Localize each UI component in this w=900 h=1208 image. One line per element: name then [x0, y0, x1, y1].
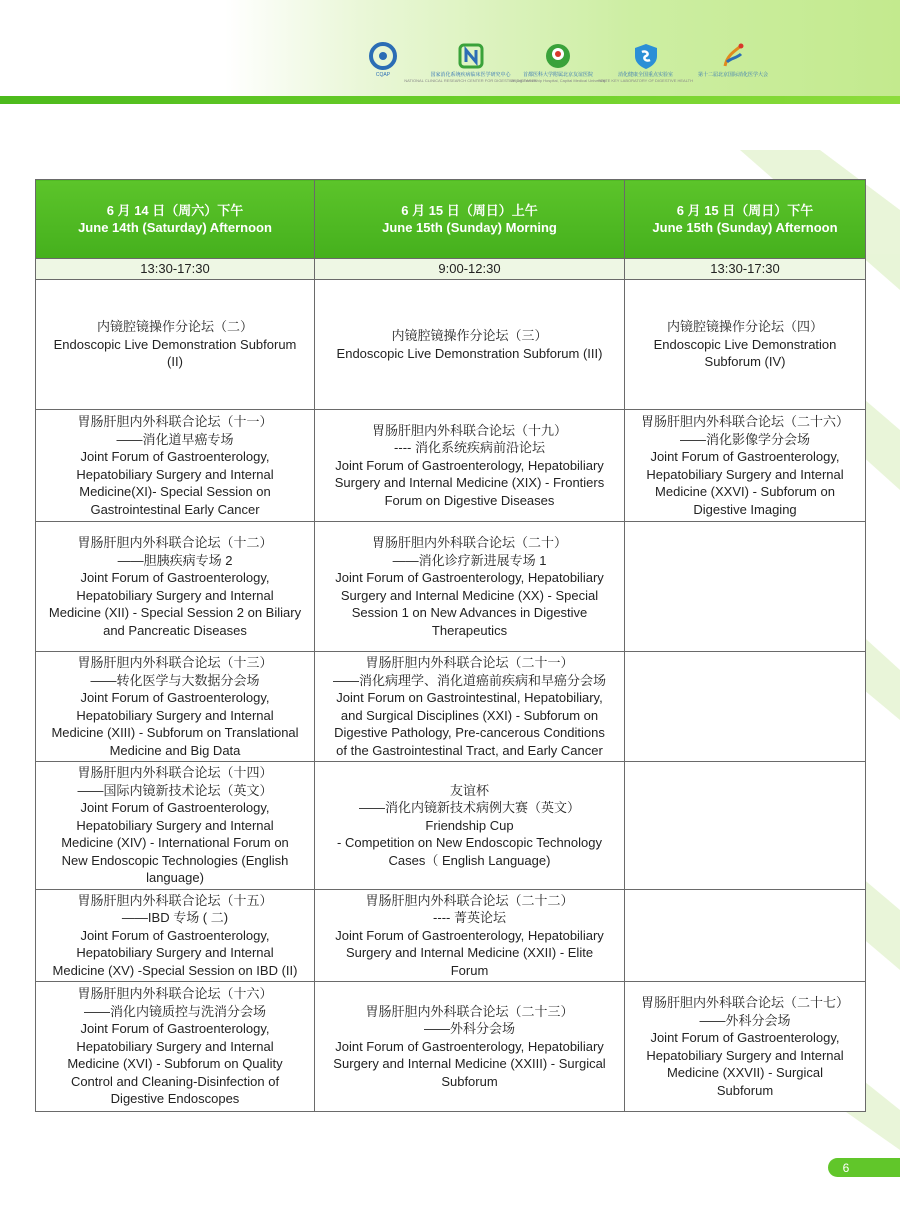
session-text-line: Control and Cleaning-Disinfection of [70, 1073, 280, 1089]
session-text-line: Surgery and Internal Medicine (XXIII) - Surgical [333, 1056, 606, 1072]
session-text-line: ——国际内镜新技术论坛（英文） [77, 782, 273, 798]
session-text-line: Hepatobiliary Surgery and Internal [76, 817, 274, 833]
session-text-line: ——转化医学与大数据分会场 [90, 672, 260, 688]
cqap-icon [369, 42, 397, 70]
session-cell [625, 280, 866, 410]
session-text-line: 胃肠肝胆内外科联合论坛（十三） [77, 655, 273, 670]
session-text-line: Gastrointestinal Early Cancer [90, 501, 260, 517]
page-number: 6 [842, 1161, 850, 1175]
session-text-line: ---- 菁英论坛 [433, 910, 506, 926]
logo-strip [348, 42, 768, 86]
session-cell [315, 522, 625, 652]
congress-emblem-icon [719, 42, 747, 70]
session-text-line: of the Gastrointestinal Tract, and Early Cancer [336, 742, 603, 758]
session-cell [315, 762, 625, 890]
session-text-line: Joint Forum of Gastroenterology, [80, 927, 270, 943]
session-text-line: Hepatobiliary Surgery and Internal [76, 945, 274, 961]
session-text-line: 胃肠肝胆内外科联合论坛（十四） [77, 765, 273, 781]
session-text-line: 胃肠肝胆内外科联合论坛（十五） [77, 892, 273, 908]
session-text-line: Joint Forum of Gastroenterology, Hepatobiliary [335, 457, 604, 473]
session-cell [625, 982, 866, 1112]
session-text-line: Endoscopic Live Demonstration [653, 336, 837, 352]
session-row [36, 522, 866, 652]
session-text-line: 胃肠肝胆内外科联合论坛（十九） [371, 422, 567, 438]
session-text-line: Medicine(XI)- Special Session on [79, 484, 271, 499]
schedule-table [35, 179, 866, 1112]
session-text-line: Hepatobiliary Surgery and Internal [76, 707, 274, 723]
session-text-line: ——消化道早癌专场 [116, 431, 234, 447]
session-text-line: Medicine (XVI) - Subforum on Quality [67, 1056, 283, 1072]
session-text-line: Therapeutics [431, 622, 508, 638]
session-row [36, 410, 866, 522]
session-text-line: Joint Forum of Gastroenterology, [80, 690, 270, 705]
session-text-line: Joint Forum of Gastroenterology, [80, 449, 270, 464]
session-text-line: Medicine (XIV) - International Forum on [61, 835, 289, 851]
session-text-line: Cases（ English Language) [388, 852, 551, 868]
session-text-line: ——胆胰疾病专场 2 [117, 552, 233, 568]
time-cell: 13:30-17:30 [36, 259, 315, 280]
session-text-line: Subforum (IV) [704, 354, 786, 370]
session-row [36, 280, 866, 410]
cqap-logo: CQAP [348, 42, 418, 78]
session-text-line: Hepatobiliary Surgery and Internal [646, 466, 844, 482]
session-text-line: 胃肠肝胆内外科联合论坛（二十六） [640, 414, 849, 429]
session-text-line: New Endoscopic Technologies (English [61, 852, 289, 868]
session-cell [315, 410, 625, 522]
hospital-emblem-icon [544, 42, 572, 70]
session-row [36, 762, 866, 890]
session-text-line: ——消化诊疗新进展专场 1 [392, 552, 547, 568]
session-text-line: Joint Forum of Gastroenterology, [650, 1030, 840, 1045]
session-text-line: Forum on Digestive Diseases [384, 492, 555, 508]
session-text-line: Session 1 on New Advances in Digestive [351, 605, 588, 620]
session-cell [36, 410, 315, 522]
session-text-line: ——外科分会场 [423, 1021, 515, 1037]
session-text-line: Medicine (XV) -Special Session on IBD (II) [52, 962, 298, 978]
session-text-line: 胃肠肝胆内外科联合论坛（二十一） [365, 655, 574, 670]
session-text-line: Joint Forum on Gastrointestinal, Hepatobiliary, [336, 690, 603, 705]
session-text-line: Medicine (XXVI) - Subforum on [655, 484, 835, 499]
session-text-line: Joint Forum of Gastroenterology, [80, 570, 270, 585]
column-header: 6 月 15 日（周日）上午 June 15th (Sunday) Morning [315, 180, 625, 259]
session-cell [625, 522, 866, 652]
session-cell [625, 410, 866, 522]
time-cell: 13:30-17:30 [625, 259, 866, 280]
session-cell [625, 890, 866, 982]
session-text-line: Joint Forum of Gastroenterology, [80, 800, 270, 816]
session-text-line: Digestive Endoscopes [110, 1091, 240, 1107]
time-cell: 9:00-12:30 [315, 259, 625, 280]
digestive-center-logo: 国家消化系统疾病临床医学研究中心 NATIONAL CLINICAL RESEARCH CENTER FOR DIGESTIVE DISEASES [436, 42, 506, 83]
header-row [36, 180, 866, 259]
session-text-line: Surgery and Internal Medicine (XX) - Special [340, 587, 599, 603]
session-text-line: ——消化内镜新技术病例大赛（英文） [358, 800, 580, 816]
session-text-line: Joint Forum of Gastroenterology, Hepatobiliary [335, 927, 604, 943]
session-cell [36, 762, 315, 890]
congress-logo: 第十二届北京国际消化医学大会 [698, 42, 768, 78]
session-text-line: Medicine (XII) - Special Session 2 on Biliary [48, 605, 302, 620]
session-text-line: Subforum [716, 1082, 774, 1098]
session-text-line: 内镜腔镜操作分论坛（二） [96, 319, 253, 335]
session-cell [315, 982, 625, 1112]
session-text-line: Endoscopic Live Demonstration Subforum (III) [336, 345, 603, 361]
session-text-line: Digestive Pathology, Pre-cancerous Conditions [334, 725, 605, 740]
session-cell [36, 652, 315, 762]
session-text-line: 胃肠肝胆内外科联合论坛（二十） [371, 535, 567, 550]
session-text-line: Forum [450, 962, 489, 978]
session-text-line: - Competition on New Endoscopic Technology [337, 835, 602, 851]
session-text-line: ——消化影像学分会场 [679, 431, 810, 447]
session-cell [315, 890, 625, 982]
shield-icon [632, 42, 660, 70]
session-text-line: 胃肠肝胆内外科联合论坛（十一） [77, 414, 273, 429]
column-header: 6 月 15 日（周日）下午 June 15th (Sunday) Afternoon [625, 180, 866, 259]
session-text-line: and Pancreatic Diseases [103, 622, 247, 638]
session-cell [36, 982, 315, 1112]
session-text-line: Medicine and Big Data [109, 742, 241, 758]
session-cell [36, 890, 315, 982]
session-text-line: 胃肠肝胆内外科联合论坛（二十二） [365, 892, 574, 908]
session-text-line: ——外科分会场 [699, 1012, 791, 1028]
session-text-line: Digestive Imaging [693, 501, 797, 517]
session-row [36, 890, 866, 982]
n-mark-icon [457, 42, 485, 70]
session-text-line: Friendship Cup [425, 817, 514, 833]
session-text-line: 胃肠肝胆内外科联合论坛（十二） [77, 535, 273, 550]
session-cell [36, 522, 315, 652]
session-text-line: Hepatobiliary Surgery and Internal [76, 1038, 274, 1054]
session-text-line: 胃肠肝胆内外科联合论坛（二十三） [365, 1003, 574, 1019]
session-text-line: (II) [167, 354, 183, 370]
session-text-line: 胃肠肝胆内外科联合论坛（二十七） [640, 995, 849, 1010]
session-text-line: 内镜腔镜操作分论坛（三） [391, 328, 548, 343]
header-accent-bar [0, 96, 900, 104]
session-cell [36, 280, 315, 410]
session-cell [625, 762, 866, 890]
session-text-line: Hepatobiliary Surgery and Internal [76, 587, 274, 603]
friendship-hospital-logo: 首都医科大学附属北京友谊医院 Beijing Friendship Hospital, Capital Medical University [523, 42, 593, 83]
session-text-line: 内镜腔镜操作分论坛（四） [666, 319, 823, 335]
session-text-line: ——IBD 专场 ( 二) [121, 910, 229, 926]
session-text-line: Endoscopic Live Demonstration Subforum [53, 336, 297, 352]
session-text-line: 胃肠肝胆内外科联合论坛（十六） [77, 986, 273, 1002]
session-text-line: ——消化病理学、消化道癌前疾病和早癌分会场 [332, 672, 606, 688]
column-header: 6 月 14 日（周六）下午 June 14th (Saturday) Afternoon [36, 180, 315, 259]
session-text-line: Joint Forum of Gastroenterology, [80, 1021, 270, 1037]
session-text-line: Surgery and Internal Medicine (XXII) - Elite [345, 945, 594, 961]
session-text-line: language) [146, 870, 204, 886]
session-text-line: Medicine (XIII) - Subforum on Translational [51, 725, 299, 740]
session-cell [315, 652, 625, 762]
session-text-line: Subforum [441, 1073, 498, 1089]
session-cell [625, 652, 866, 762]
session-text-line: Joint Forum of Gastroenterology, Hepatobiliary [335, 570, 604, 585]
session-text-line: Surgery and Internal Medicine (XIX) - Frontiers [334, 475, 605, 491]
session-text-line: Medicine (XXVII) - Surgical [666, 1065, 824, 1080]
time-row [36, 259, 866, 280]
session-text-line: ---- 消化系统疾病前沿论坛 [394, 440, 545, 456]
session-text-line: ——消化内镜质控与洗消分会场 [83, 1003, 266, 1019]
session-cell [315, 280, 625, 410]
session-row [36, 982, 866, 1112]
session-text-line: and Surgical Disciplines (XXI) - Subforum on [340, 707, 599, 723]
key-lab-logo: 消化健康全国重点实验室 STATE KEY LABORATORY OF DIGESTIVE HEALTH [611, 42, 681, 83]
session-text-line: 友谊杯 [449, 782, 489, 798]
session-text-line: Hepatobiliary Surgery and Internal [646, 1047, 844, 1063]
session-row [36, 652, 866, 762]
session-text-line: Joint Forum of Gastroenterology, Hepatobiliary [335, 1038, 604, 1054]
session-text-line: Joint Forum of Gastroenterology, [650, 449, 840, 464]
session-text-line: Hepatobiliary Surgery and Internal [76, 466, 274, 482]
